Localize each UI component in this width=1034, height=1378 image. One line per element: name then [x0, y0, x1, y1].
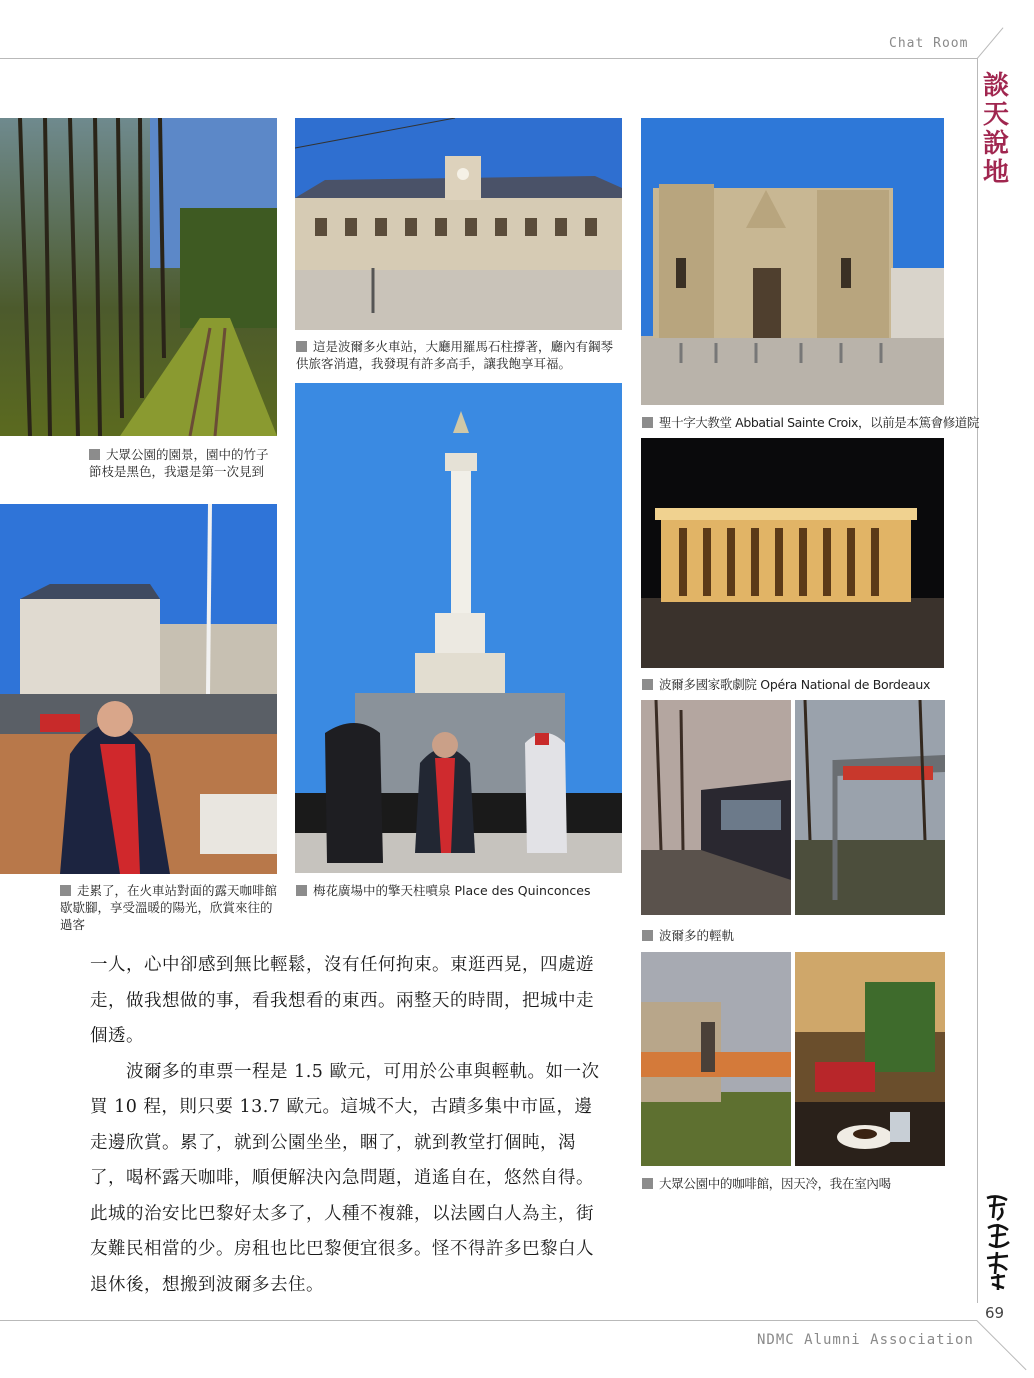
article-paragraph-1: 一人，心中卻感到無比輕鬆，沒有任何拘束。東逛西晃，四處遊走，做我想做的事，看我想看的東西。兩整天的時間，把城中走個透。: [90, 955, 594, 1046]
caption-opera-text: 波爾多國家歌劇院 Opéra National de Bordeaux: [659, 677, 931, 692]
photo-cathedral: [641, 118, 944, 405]
caption-bamboo-text: 大眾公園的園景，園中的竹子節枝是黑色，我還是第一次見到: [89, 447, 269, 479]
photo-bamboo-garden: [0, 118, 277, 436]
footer-association: NDMC Alumni Association: [757, 1332, 974, 1348]
article-paragraph-2: 波爾多的車票一程是 1.5 歐元，可用於公車與輕軌。如一次買 10 程，則只要 13.7 歐元。這城不大，古蹟多集中市區，邊走邊欣賞。累了，就到公園坐坐，睏了，就到教堂打個盹，渴了，喝杯露天咖啡，順便解決內急問題，逍遙自在，悠然自得。此城的治安比巴黎好太多了，人種不複雜，以法國白人為主，街友難民相當的少。房租也比巴黎便宜很多。怪不得許多巴黎白人退休後，想搬到波爾多去住。: [90, 1061, 600, 1295]
caption-park-cafe: [642, 1175, 962, 1192]
photo-sidewalk-cafe: [0, 504, 277, 874]
caption-bamboo: [89, 446, 279, 480]
side-rule: [977, 58, 978, 1303]
caption-marker-icon: [642, 679, 653, 690]
caption-marker-icon: [642, 1178, 653, 1189]
caption-station: [296, 338, 624, 372]
caption-station-text: 這是波爾多火車站，大廳用羅馬石柱撐著，廳內有鋼琴供旅客消遣，我發現有許多高手，讓我飽享耳福。: [296, 339, 614, 371]
caption-cathedral-text: 聖十字大教堂 Abbatial Sainte Croix，以前是本篤會修道院: [659, 415, 979, 430]
photo-tram-stop: [795, 700, 945, 915]
caption-marker-icon: [89, 449, 100, 460]
journal-logo: [983, 1192, 1013, 1292]
caption-tram: [642, 927, 942, 944]
header-rule: [0, 58, 977, 59]
footer-rule: [0, 1320, 977, 1321]
header-corner-rule: [977, 27, 1003, 58]
caption-park-cafe-text: 大眾公園中的咖啡館，因天冷，我在室內喝: [659, 1176, 891, 1191]
caption-marker-icon: [642, 930, 653, 941]
photo-tram-left: [641, 700, 791, 915]
footer-corner-rule: [976, 1320, 1026, 1370]
section-title-zh: 談天說地: [983, 71, 1010, 188]
photo-park-cafe-outside: [641, 952, 791, 1166]
caption-opera: [642, 676, 962, 693]
caption-sidewalk-cafe: [60, 882, 280, 933]
caption-tram-text: 波爾多的輕軌: [659, 928, 735, 943]
photo-park-cafe-inside: [795, 952, 945, 1166]
photo-train-station: [295, 118, 622, 330]
photo-monument-column: [295, 383, 622, 873]
caption-marker-icon: [60, 885, 71, 896]
caption-sidewalk-cafe-text: 走累了，在火車站對面的露天咖啡館歇歇腳，享受溫暖的陽光，欣賞來往的過客: [60, 883, 278, 932]
photo-opera: [641, 438, 944, 668]
caption-marker-icon: [296, 341, 307, 352]
caption-column-text: 梅花廣場中的擎天柱噴泉 Place des Quinconces: [313, 883, 591, 898]
page-number: 69: [985, 1304, 1005, 1322]
caption-cathedral: [642, 414, 982, 431]
caption-column: [296, 882, 626, 899]
caption-marker-icon: [296, 885, 307, 896]
caption-marker-icon: [642, 417, 653, 428]
section-title-en: Chat Room: [889, 36, 969, 51]
article-body: [90, 948, 600, 1303]
